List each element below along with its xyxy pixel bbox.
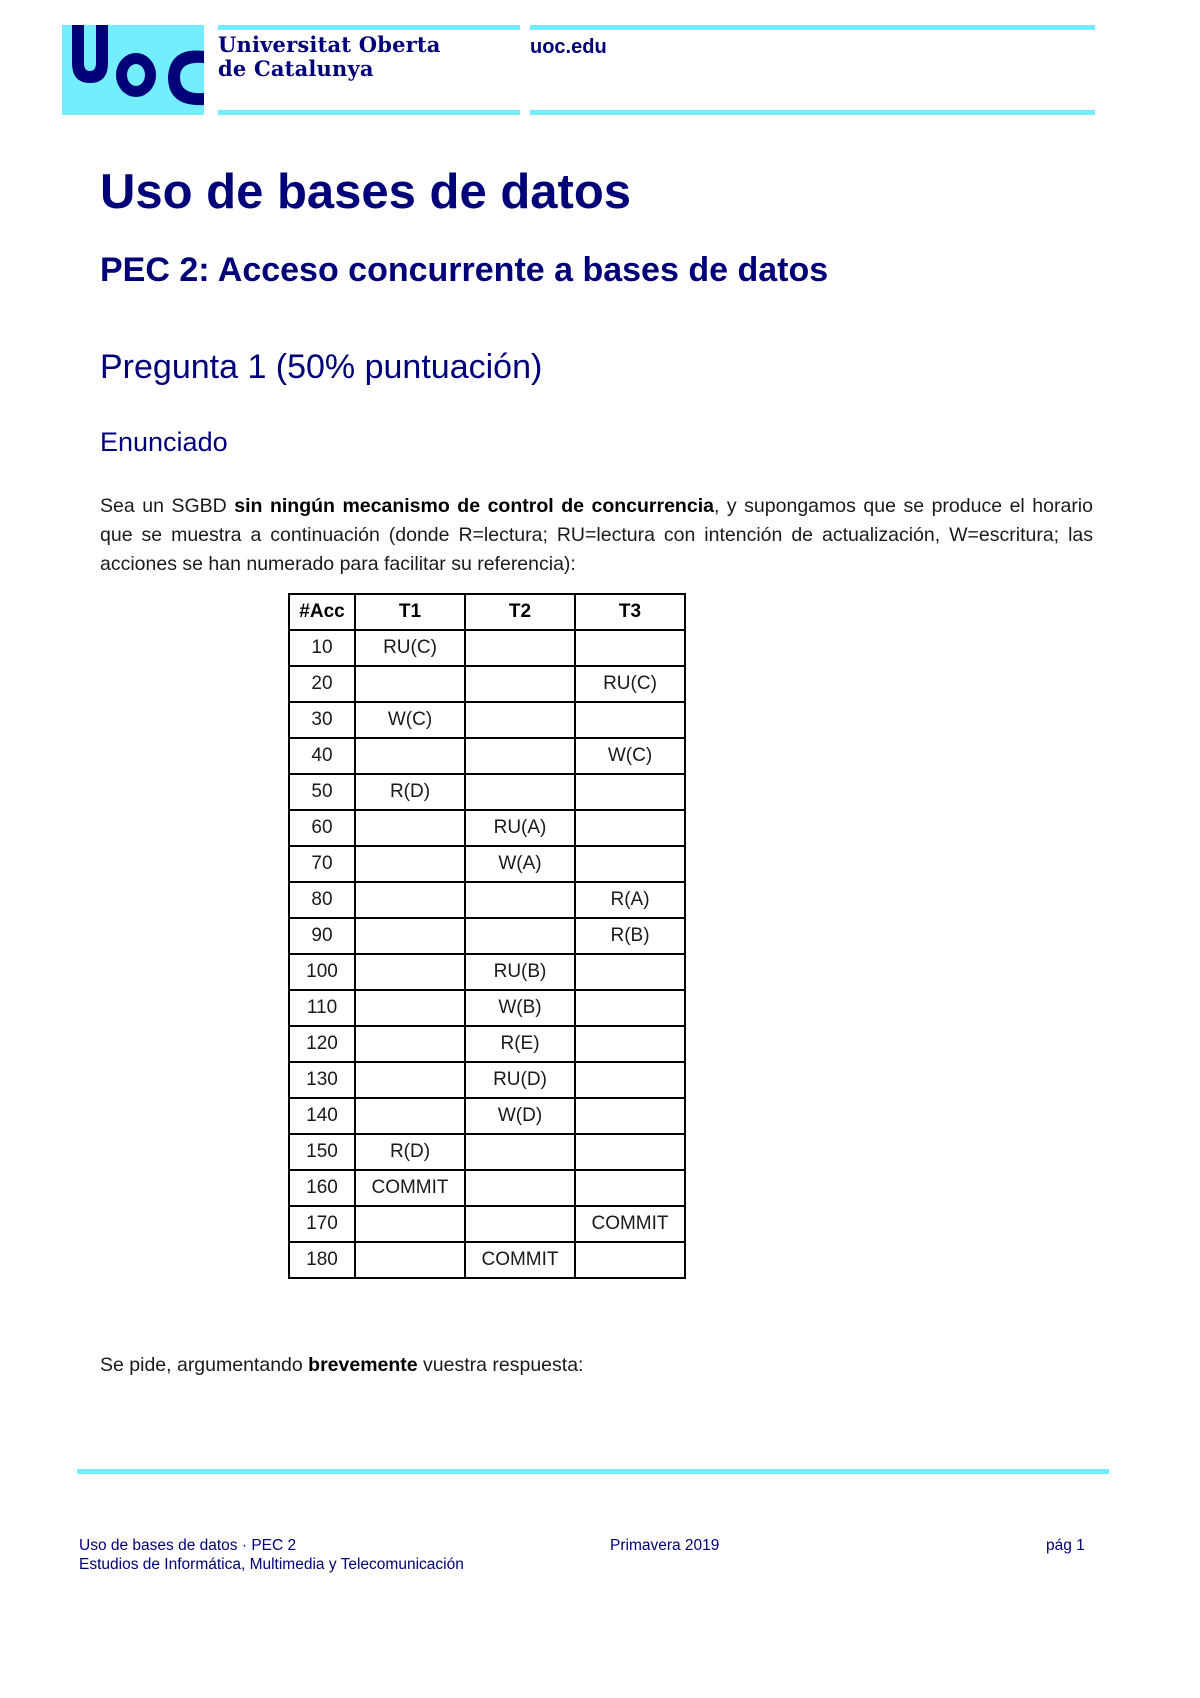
action-number-cell: 180	[289, 1242, 355, 1278]
transaction-cell-t3: R(A)	[575, 882, 685, 918]
action-number-cell: 20	[289, 666, 355, 702]
action-number-cell: 30	[289, 702, 355, 738]
footer-semester: Primavera 2019	[610, 1537, 720, 1554]
action-number-cell: 50	[289, 774, 355, 810]
table-row	[289, 918, 685, 954]
transaction-cell-t2	[465, 630, 575, 666]
intro-text-cont: , y supongamos que se produce el horario que se muestra a continuación (donde R=lectura; RU=lectura con intención de actualización, W=escritura; las acciones se han numerado para facilitar su referencia):	[100, 495, 1093, 575]
transaction-cell-t3: W(C)	[575, 738, 685, 774]
transaction-cell-t2	[465, 918, 575, 954]
table-row	[289, 882, 685, 918]
transaction-cell-t3: COMMIT	[575, 1206, 685, 1242]
transaction-cell-t2	[465, 738, 575, 774]
transaction-cell-t1: R(D)	[355, 1134, 465, 1170]
transaction-cell-t2	[465, 702, 575, 738]
section-heading: Enunciado	[100, 427, 228, 457]
transaction-cell-t1	[355, 882, 465, 918]
transaction-cell-t3	[575, 1026, 685, 1062]
footer-left	[79, 1536, 464, 1574]
transaction-cell-t2: RU(D)	[465, 1062, 575, 1098]
footer-studies: Estudios de Informática, Multimedia y Telecomunicación	[79, 1556, 464, 1573]
table-row	[289, 1206, 685, 1242]
header-t3: T3	[575, 594, 685, 630]
header-rule	[530, 110, 1095, 115]
transaction-cell-t3	[575, 702, 685, 738]
transaction-cell-t1: COMMIT	[355, 1170, 465, 1206]
transaction-cell-t2: W(D)	[465, 1098, 575, 1134]
page-number: pág 1	[1046, 1537, 1085, 1554]
request-bold: brevemente	[308, 1354, 418, 1376]
transaction-cell-t3	[575, 774, 685, 810]
transaction-cell-t2	[465, 1134, 575, 1170]
uoc-logo-mark	[62, 25, 204, 115]
action-number-cell: 70	[289, 846, 355, 882]
transaction-cell-t1: RU(C)	[355, 630, 465, 666]
action-number-cell: 10	[289, 630, 355, 666]
transaction-cell-t1	[355, 918, 465, 954]
action-number-cell: 160	[289, 1170, 355, 1206]
header-t2: T2	[465, 594, 575, 630]
table-row	[289, 846, 685, 882]
transaction-cell-t3: RU(C)	[575, 666, 685, 702]
question-heading: Pregunta 1 (50% puntuación)	[100, 348, 543, 386]
transaction-cell-t1	[355, 954, 465, 990]
table-row	[289, 702, 685, 738]
action-number-cell: 90	[289, 918, 355, 954]
transaction-cell-t3	[575, 990, 685, 1026]
table-row	[289, 810, 685, 846]
transaction-cell-t3	[575, 630, 685, 666]
transaction-cell-t3	[575, 1098, 685, 1134]
transaction-cell-t2	[465, 1206, 575, 1242]
action-number-cell: 110	[289, 990, 355, 1026]
action-number-cell: 170	[289, 1206, 355, 1242]
table-row	[289, 1170, 685, 1206]
transaction-cell-t2	[465, 1170, 575, 1206]
transaction-cell-t1	[355, 1026, 465, 1062]
transaction-cell-t2: COMMIT	[465, 1242, 575, 1278]
request-lead: Se pide, argumentando	[100, 1354, 309, 1376]
transaction-cell-t1: R(D)	[355, 774, 465, 810]
action-number-cell: 100	[289, 954, 355, 990]
table-header-row	[289, 594, 685, 630]
transaction-cell-t3	[575, 1242, 685, 1278]
transaction-cell-t3	[575, 1062, 685, 1098]
intro-bold: sin ningún mecanismo de control de concurrencia	[234, 495, 714, 517]
footer-course: Uso de bases de datos · PEC 2	[79, 1537, 297, 1554]
transaction-cell-t1: W(C)	[355, 702, 465, 738]
transaction-cell-t1	[355, 810, 465, 846]
site-link[interactable]: uoc.edu	[530, 36, 607, 58]
table-row	[289, 738, 685, 774]
intro-text: Sea un SGBD	[100, 495, 235, 517]
action-number-cell: 40	[289, 738, 355, 774]
transaction-cell-t3	[575, 954, 685, 990]
table-row	[289, 666, 685, 702]
transaction-cell-t2: R(E)	[465, 1026, 575, 1062]
transaction-cell-t2: RU(B)	[465, 954, 575, 990]
schedule-body	[289, 630, 685, 1278]
table-row	[289, 1098, 685, 1134]
university-name-line2: de Catalunya	[218, 56, 374, 81]
transaction-cell-t2: W(B)	[465, 990, 575, 1026]
table-row	[289, 1026, 685, 1062]
transaction-cell-t3	[575, 1134, 685, 1170]
transaction-cell-t2	[465, 774, 575, 810]
request-text	[100, 1354, 583, 1377]
transaction-cell-t1	[355, 1206, 465, 1242]
action-number-cell: 130	[289, 1062, 355, 1098]
transaction-cell-t1	[355, 738, 465, 774]
header-rule	[218, 25, 520, 30]
document-subtitle: PEC 2: Acceso concurrente a bases de datos	[100, 251, 829, 289]
action-number-cell: 140	[289, 1098, 355, 1134]
transaction-cell-t3	[575, 810, 685, 846]
table-row	[289, 630, 685, 666]
action-number-cell: 120	[289, 1026, 355, 1062]
transaction-cell-t3	[575, 1170, 685, 1206]
table-row	[289, 954, 685, 990]
intro-paragraph	[100, 492, 1093, 579]
request-tail: vuestra respuesta:	[417, 1354, 584, 1376]
table-row	[289, 1062, 685, 1098]
transaction-cell-t2	[465, 666, 575, 702]
transaction-cell-t2: RU(A)	[465, 810, 575, 846]
action-number-cell: 60	[289, 810, 355, 846]
transaction-cell-t1	[355, 1062, 465, 1098]
transaction-cell-t1	[355, 990, 465, 1026]
footer-rule	[77, 1469, 1109, 1474]
transaction-cell-t1	[355, 666, 465, 702]
header-t1: T1	[355, 594, 465, 630]
action-number-cell: 80	[289, 882, 355, 918]
document-title: Uso de bases de datos	[100, 165, 632, 219]
university-name	[218, 33, 441, 81]
transaction-cell-t2: W(A)	[465, 846, 575, 882]
university-name-line1: Universitat Oberta	[218, 32, 441, 57]
uoc-logo	[62, 25, 204, 115]
transaction-cell-t3	[575, 846, 685, 882]
transaction-cell-t3: R(B)	[575, 918, 685, 954]
table-row	[289, 1242, 685, 1278]
transaction-cell-t1	[355, 1098, 465, 1134]
table-row	[289, 1134, 685, 1170]
transaction-cell-t1	[355, 846, 465, 882]
table-row	[289, 774, 685, 810]
header-acc: #Acc	[289, 594, 355, 630]
schedule-table	[288, 593, 686, 1279]
header-rule	[530, 25, 1095, 30]
action-number-cell: 150	[289, 1134, 355, 1170]
header-rule	[218, 110, 520, 115]
transaction-cell-t1	[355, 1242, 465, 1278]
table-row	[289, 990, 685, 1026]
transaction-cell-t2	[465, 882, 575, 918]
